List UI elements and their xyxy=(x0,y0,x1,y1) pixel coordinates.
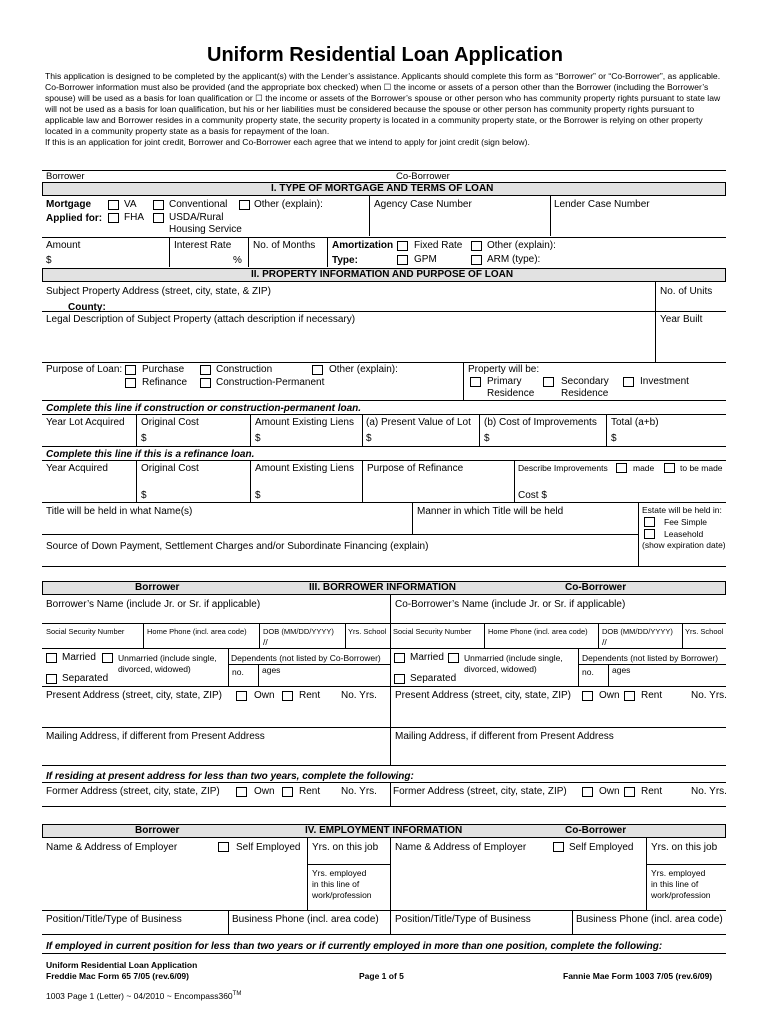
borrower-ssn-label: Social Security Number xyxy=(46,627,125,636)
borrower-yrs-line-3: work/profession xyxy=(312,890,372,900)
borrower-separated-checkbox[interactable] xyxy=(46,674,57,684)
coborrower-ssn-label: Social Security Number xyxy=(393,627,472,636)
coborrower-dob-label: DOB (MM/DD/YYYY) xyxy=(602,627,673,636)
cost-improvements-dollar: $ xyxy=(484,433,490,444)
agency-case-label: Agency Case Number xyxy=(374,199,472,210)
mortgage-label: Mortgage xyxy=(46,199,91,210)
coborrower-unmarried-label-2: divorced, widowed) xyxy=(464,664,537,674)
made-checkbox[interactable] xyxy=(616,463,627,473)
refinance-original-cost-label: Original Cost xyxy=(141,463,199,474)
construction-existing-liens-label: Amount Existing Liens xyxy=(255,417,354,428)
usda-label: USDA/Rural xyxy=(169,212,224,223)
intro-joint-credit: If this is an application for joint credit, Borrower and Co-Borrower each agree that we intend to apply for joint credit (sign below). xyxy=(45,137,530,147)
fha-label: FHA xyxy=(124,212,144,223)
coborrower-self-employed-label: Self Employed xyxy=(569,842,634,853)
borrower-former-rent-label: Rent xyxy=(299,786,321,797)
refinance-label: Refinance xyxy=(142,377,188,388)
made-label: made xyxy=(633,463,655,473)
year-built-label: Year Built xyxy=(660,314,703,325)
construction-permanent-checkbox[interactable] xyxy=(200,378,211,388)
refinance-checkbox[interactable] xyxy=(125,378,136,388)
coborrower-position-label: Position/Title/Type of Business xyxy=(395,914,531,925)
no-units-label: No. of Units xyxy=(660,286,713,297)
borrower-former-rent-checkbox[interactable] xyxy=(282,787,293,797)
manner-title-label: Manner in which Title will be held xyxy=(417,506,564,517)
section-1-header: I. TYPE OF MORTGAGE AND TERMS OF LOAN xyxy=(42,182,726,196)
purpose-of-loan-label: Purpose of Loan: xyxy=(46,364,123,375)
section-3-header: Borrower III. BORROWER INFORMATION Co-Borrower xyxy=(42,581,726,595)
improvements-cost-label: Cost $ xyxy=(518,490,547,501)
borrower-business-phone-label: Business Phone (incl. area code) xyxy=(232,914,379,925)
section-4-header: Borrower IV. EMPLOYMENT INFORMATION Co-Borrower xyxy=(42,824,726,838)
construction-label: Construction xyxy=(216,364,273,375)
purpose-refinance-label: Purpose of Refinance xyxy=(367,463,464,474)
coborrower-home-phone-label: Home Phone (incl. area code) xyxy=(488,627,588,636)
borrower-mailing-address-label: Mailing Address, if different from Present Address xyxy=(46,731,265,742)
borrower-dependents-label: Dependents (not listed by Co-Borrower) xyxy=(231,653,381,663)
borrower-own-label: Own xyxy=(254,690,275,701)
coborrower-former-address-label: Former Address (street, city, state, ZIP) xyxy=(393,786,567,797)
year-acquired-label: Year Acquired xyxy=(46,463,108,474)
coborrower-dependents-label: Dependents (not listed by Borrower) xyxy=(582,653,719,663)
va-checkbox[interactable] xyxy=(108,200,119,210)
secondary-label: Secondary xyxy=(561,376,609,387)
form-title: Uniform Residential Loan Application xyxy=(207,44,563,66)
estate-held-label: Estate will be held in: xyxy=(642,505,722,515)
construction-line-heading: Complete this line if construction or construction-permanent loan. xyxy=(46,403,362,414)
borrower-self-employed-checkbox[interactable] xyxy=(218,842,229,852)
total-dollar: $ xyxy=(611,433,617,444)
secondary-residence-checkbox[interactable] xyxy=(543,377,554,387)
coborrower-unmarried-label: Unmarried (include single, xyxy=(464,653,563,663)
borrower-married-checkbox[interactable] xyxy=(46,653,57,663)
coborrower-yrs-job-label: Yrs. on this job xyxy=(651,842,718,853)
footer-fannie-mae: Fannie Mae Form 1003 7/05 (rev.6/09) xyxy=(563,971,713,981)
construction-original-cost-label: Original Cost xyxy=(141,417,199,428)
fha-checkbox[interactable] xyxy=(108,213,119,223)
coborrower-own-checkbox[interactable] xyxy=(582,691,593,701)
applied-for-label: Applied for: xyxy=(46,213,103,224)
borrower-former-no-yrs-label: No. Yrs. xyxy=(341,786,377,797)
trademark-mark: TM xyxy=(232,991,242,998)
construction-permanent-label: Construction-Permanent xyxy=(216,377,325,388)
footer-form-name: Uniform Residential Loan Application xyxy=(46,960,198,970)
borrower-name-label: Borrower’s Name (include Jr. or Sr. if applicable) xyxy=(46,599,261,610)
secondary-residence-label: Residence xyxy=(561,388,609,399)
coborrower-present-address-label: Present Address (street, city, state, ZIP) xyxy=(395,690,571,701)
gpm-label: GPM xyxy=(414,254,437,265)
year-lot-acquired-label: Year Lot Acquired xyxy=(46,417,125,428)
fee-simple-label: Fee Simple xyxy=(664,517,707,527)
borrower-signature-label: Borrower xyxy=(46,171,85,182)
conventional-label: Conventional xyxy=(169,199,228,210)
coborrower-no-yrs-label: No. Yrs. xyxy=(691,690,727,701)
primary-residence-label: Residence xyxy=(487,388,535,399)
borrower-former-own-checkbox[interactable] xyxy=(236,787,247,797)
two-years-heading: If residing at present address for less than two years, complete the following: xyxy=(46,771,414,782)
refinance-existing-liens-label: Amount Existing Liens xyxy=(255,463,354,474)
fixed-rate-label: Fixed Rate xyxy=(414,240,463,251)
cost-improvements-label: (b) Cost of Improvements xyxy=(484,417,597,428)
coborrower-yrs-line-1: Yrs. employed xyxy=(651,868,706,878)
borrower-yrs-school-label: Yrs. School xyxy=(348,627,387,636)
no-months-label: No. of Months xyxy=(253,240,316,251)
coborrower-dependents-no: no. xyxy=(582,667,594,677)
borrower-yrs-line-2: in this line of xyxy=(312,879,360,889)
present-value-lot-label: (a) Present Value of Lot xyxy=(366,417,471,428)
other-amortization-label: Other (explain): xyxy=(487,240,556,251)
coborrower-separated-checkbox[interactable] xyxy=(394,674,405,684)
borrower-present-address-label: Present Address (street, city, state, ZIP) xyxy=(46,690,222,701)
arm-checkbox[interactable] xyxy=(471,255,482,265)
property-will-be-label: Property will be: xyxy=(468,364,540,375)
refinance-line-heading: Complete this line if this is a refinance loan. xyxy=(46,449,255,460)
primary-residence-checkbox[interactable] xyxy=(470,377,481,387)
footer-page-number: Page 1 of 5 xyxy=(359,971,404,981)
other-mortgage-label: Other (explain): xyxy=(254,199,323,210)
borrower-dob-slashes: // xyxy=(263,637,268,647)
borrower-married-label: Married xyxy=(62,652,96,663)
borrower-self-employed-label: Self Employed xyxy=(236,842,301,853)
intro-text xyxy=(45,71,725,148)
borrower-rent-label: Rent xyxy=(299,690,321,701)
borrower-former-address-label: Former Address (street, city, state, ZIP) xyxy=(46,786,220,797)
coborrower-married-label: Married xyxy=(410,652,444,663)
interest-rate-label: Interest Rate xyxy=(174,240,232,251)
borrower-unmarried-label-2: divorced, widowed) xyxy=(118,664,191,674)
interest-rate-percent: % xyxy=(233,255,242,266)
construction-original-cost-dollar: $ xyxy=(141,433,147,444)
borrower-dependents-no: no. xyxy=(232,667,244,677)
leasehold-label: Leasehold xyxy=(664,529,704,539)
total-label: Total (a+b) xyxy=(611,417,659,428)
borrower-rent-checkbox[interactable] xyxy=(282,691,293,701)
coborrower-own-label: Own xyxy=(599,690,620,701)
borrower-former-own-label: Own xyxy=(254,786,275,797)
coborrower-separated-label: Separated xyxy=(410,673,457,684)
show-expiration-label: (show expiration date) xyxy=(642,540,726,550)
coborrower-former-rent-checkbox[interactable] xyxy=(624,787,635,797)
county-label: County: xyxy=(68,302,106,313)
construction-checkbox[interactable] xyxy=(200,365,211,375)
borrower-own-checkbox[interactable] xyxy=(236,691,247,701)
signature-line xyxy=(42,170,726,171)
borrower-dob-label: DOB (MM/DD/YYYY) xyxy=(263,627,334,636)
conventional-checkbox[interactable] xyxy=(153,200,164,210)
legal-description-label: Legal Description of Subject Property (attach description if necessary) xyxy=(46,314,356,325)
construction-existing-liens-dollar: $ xyxy=(255,433,261,444)
coborrower-rent-label: Rent xyxy=(641,690,663,701)
amount-label: Amount xyxy=(46,240,81,251)
borrower-home-phone-label: Home Phone (incl. area code) xyxy=(147,627,247,636)
investment-checkbox[interactable] xyxy=(623,377,634,387)
if-employed-heading: If employed in current position for less than two years or if currently employed in more than one position, complete the following: xyxy=(46,941,663,952)
coborrower-mailing-address-label: Mailing Address, if different from Present Address xyxy=(395,731,614,742)
coborrower-yrs-line-2: in this line of xyxy=(651,879,699,889)
present-value-lot-dollar: $ xyxy=(366,433,372,444)
coborrower-former-rent-label: Rent xyxy=(641,786,663,797)
refinance-original-cost-dollar: $ xyxy=(141,490,147,501)
other-purpose-checkbox[interactable] xyxy=(312,365,323,375)
amortization-label: Amortization xyxy=(332,240,394,251)
coborrower-rent-checkbox[interactable] xyxy=(624,691,635,701)
source-down-payment-label: Source of Down Payment, Settlement Charges and/or Subordinate Financing (explain) xyxy=(46,541,429,552)
borrower-separated-label: Separated xyxy=(62,673,109,684)
usda-label-2: Housing Service xyxy=(169,224,242,235)
coborrower-name-label: Co-Borrower’s Name (include Jr. or Sr. if applicable) xyxy=(395,599,626,610)
fee-simple-checkbox[interactable] xyxy=(644,517,655,527)
borrower-employer-label: Name & Address of Employer xyxy=(46,842,178,853)
coborrower-self-employed-checkbox[interactable] xyxy=(553,842,564,852)
gpm-checkbox[interactable] xyxy=(397,255,408,265)
other-amortization-checkbox[interactable] xyxy=(471,241,482,251)
borrower-unmarried-label: Unmarried (include single, xyxy=(118,653,217,663)
coborrower-unmarried-checkbox[interactable] xyxy=(448,653,459,663)
purchase-label: Purchase xyxy=(142,364,185,375)
other-mortgage-checkbox[interactable] xyxy=(239,200,250,210)
intro-paragraph: This application is designed to be completed by the applicant(s) with the Lender’s assistance. Applicants should complete this form as “Borrower” or “Co-Borrower”, as applicable. Co-Borrower information must also be provided (and the appropriate box checked) when ☐ the income or assets of a person other than the Borrower (including the Borrower’s spouse) will be used as a basis for loan qualification or ☐ the income or assets of the Borrower’s spouse or other person who has community property rights pursuant to state law will not be used as a basis for loan qualification, but his or her liabilities must be considered because the spouse or other person has community property rights pursuant to applicable law and Borrower resides in a community property state, the security property is located in a community property state, or the Borrower is relying on other property located in a community property state as a basis for repayment of the loan. xyxy=(45,71,721,136)
coborrower-dob-slashes: // xyxy=(602,637,607,647)
borrower-position-label: Position/Title/Type of Business xyxy=(46,914,182,925)
coborrower-yrs-school-label: Yrs. School xyxy=(685,627,724,636)
coborrower-former-own-label: Own xyxy=(599,786,620,797)
footer-freddie-mac: Freddie Mac Form 65 7/05 (rev.6/09) xyxy=(46,971,189,981)
coborrower-business-phone-label: Business Phone (incl. area code) xyxy=(576,914,723,925)
footer-version: 1003 Page 1 (Letter) ~ 04/2010 ~ Encompass360™ xyxy=(46,991,242,1001)
coborrower-yrs-line-3: work/profession xyxy=(651,890,711,900)
describe-improvements-label: Describe Improvements xyxy=(518,463,608,473)
coborrower-former-own-checkbox[interactable] xyxy=(582,787,593,797)
borrower-yrs-job-label: Yrs. on this job xyxy=(312,842,379,853)
usda-checkbox[interactable] xyxy=(153,213,164,223)
borrower-dependents-ages: ages xyxy=(262,665,281,675)
coborrower-signature-label: Co-Borrower xyxy=(396,171,450,182)
fixed-rate-checkbox[interactable] xyxy=(397,241,408,251)
other-purpose-label: Other (explain): xyxy=(329,364,398,375)
to-be-made-label: to be made xyxy=(680,463,723,473)
leasehold-checkbox[interactable] xyxy=(644,529,655,539)
primary-label: Primary xyxy=(487,376,522,387)
investment-label: Investment xyxy=(640,376,689,387)
amount-dollar: $ xyxy=(46,255,52,266)
lender-case-label: Lender Case Number xyxy=(554,199,650,210)
arm-label: ARM (type): xyxy=(487,254,541,265)
va-label: VA xyxy=(124,199,137,210)
coborrower-dependents-ages: ages xyxy=(612,665,631,675)
to-be-made-checkbox[interactable] xyxy=(664,463,675,473)
coborrower-former-no-yrs-label: No. Yrs. xyxy=(691,786,727,797)
refinance-existing-liens-dollar: $ xyxy=(255,490,261,501)
borrower-no-yrs-label: No. Yrs. xyxy=(341,690,377,701)
amortization-type-label: Type: xyxy=(332,255,358,266)
coborrower-employer-label: Name & Address of Employer xyxy=(395,842,527,853)
borrower-unmarried-checkbox[interactable] xyxy=(102,653,113,663)
purchase-checkbox[interactable] xyxy=(125,365,136,375)
section-2-header: II. PROPERTY INFORMATION AND PURPOSE OF LOAN xyxy=(42,268,726,282)
coborrower-married-checkbox[interactable] xyxy=(394,653,405,663)
subject-address-label: Subject Property Address (street, city, state, & ZIP) xyxy=(46,286,271,297)
title-names-label: Title will be held in what Name(s) xyxy=(46,506,193,517)
borrower-yrs-line-1: Yrs. employed xyxy=(312,868,367,878)
